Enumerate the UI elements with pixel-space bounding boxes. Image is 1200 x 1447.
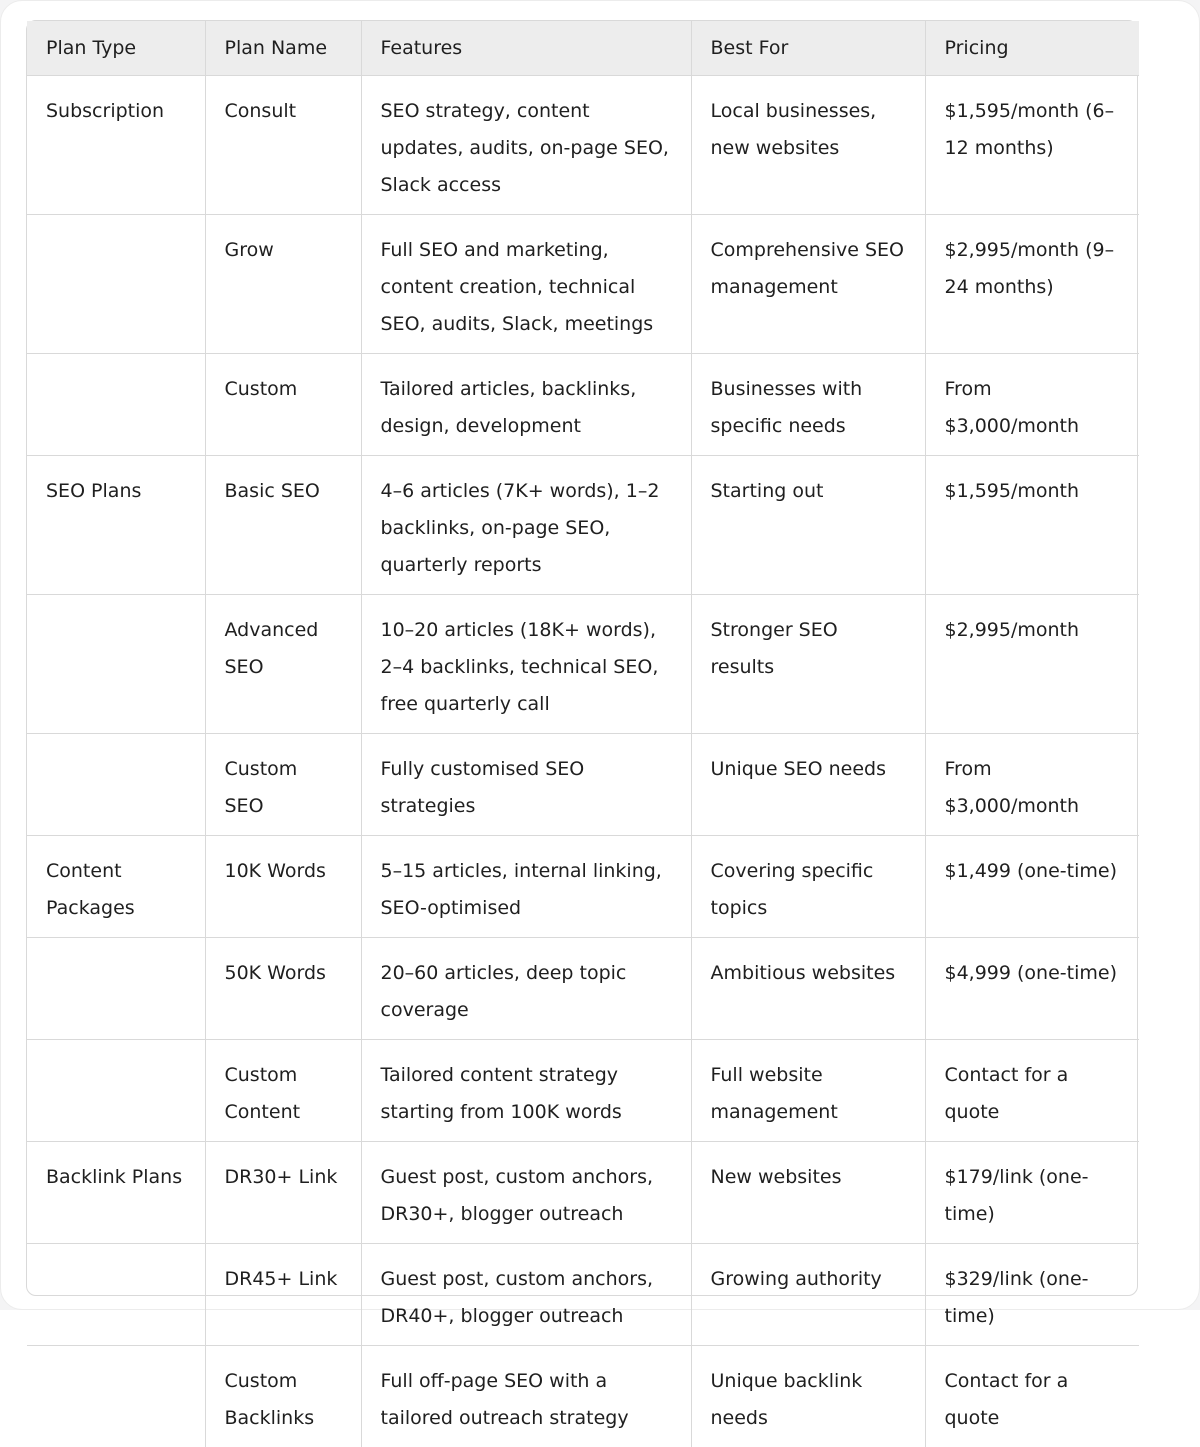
cell-plan-type (27, 354, 205, 456)
cell-plan-type: Subscription (27, 76, 205, 215)
cell-plan-name: 10K Words (205, 836, 361, 938)
cell-plan-type (27, 734, 205, 836)
table-header-row (27, 21, 1139, 76)
cell-pricing: $1,499 (one-time) (925, 836, 1139, 938)
cell-pricing: $2,995/month (925, 595, 1139, 734)
pricing-table-container (26, 20, 1138, 1296)
cell-plan-type (27, 1040, 205, 1142)
cell-plan-type (27, 1244, 205, 1346)
cell-features: 10–20 articles (18K+ words), 2–4 backlinks, technical SEO, free quarterly call (361, 595, 691, 734)
cell-features: 20–60 articles, deep topic coverage (361, 938, 691, 1040)
cell-features: Full off-page SEO with a tailored outreach strategy (361, 1346, 691, 1447)
table-row (27, 595, 1139, 734)
table-row (27, 76, 1139, 215)
cell-best-for: Stronger SEO results (691, 595, 925, 734)
cell-best-for: Starting out (691, 456, 925, 595)
cell-pricing: $1,595/month (925, 456, 1139, 595)
cell-pricing: From $3,000/month (925, 354, 1139, 456)
cell-plan-name: DR45+ Link (205, 1244, 361, 1346)
cell-pricing: $2,995/month (9–24 months) (925, 215, 1139, 354)
table-row (27, 1244, 1139, 1346)
cell-features: Full SEO and marketing, content creation, technical SEO, audits, Slack, meetings (361, 215, 691, 354)
cell-plan-name: Grow (205, 215, 361, 354)
cell-plan-name: Custom Backlinks (205, 1346, 361, 1447)
table-row (27, 734, 1139, 836)
cell-plan-type (27, 938, 205, 1040)
table-row (27, 938, 1139, 1040)
cell-best-for: Comprehensive SEO management (691, 215, 925, 354)
cell-pricing: $4,999 (one-time) (925, 938, 1139, 1040)
cell-features: Fully customised SEO strategies (361, 734, 691, 836)
cell-plan-type (27, 595, 205, 734)
cell-plan-name: Custom SEO (205, 734, 361, 836)
cell-plan-name: 50K Words (205, 938, 361, 1040)
cell-features: Tailored articles, backlinks, design, development (361, 354, 691, 456)
cell-plan-name: Custom (205, 354, 361, 456)
cell-pricing: $179/link (one-time) (925, 1142, 1139, 1244)
table-row (27, 456, 1139, 595)
cell-plan-name: Advanced SEO (205, 595, 361, 734)
header-plan-type: Plan Type (27, 21, 205, 76)
cell-plan-name: DR30+ Link (205, 1142, 361, 1244)
cell-best-for: Local businesses, new websites (691, 76, 925, 215)
table-row (27, 1142, 1139, 1244)
table-row (27, 1346, 1139, 1447)
cell-features: Tailored content strategy starting from 100K words (361, 1040, 691, 1142)
cell-best-for: Full website management (691, 1040, 925, 1142)
cell-plan-name: Custom Content (205, 1040, 361, 1142)
header-best-for: Best For (691, 21, 925, 76)
table-row (27, 1040, 1139, 1142)
cell-pricing: $329/link (one-time) (925, 1244, 1139, 1346)
cell-pricing: Contact for a quote (925, 1040, 1139, 1142)
cell-pricing: $1,595/month (6–12 months) (925, 76, 1139, 215)
cell-pricing: Contact for a quote (925, 1346, 1139, 1447)
table-row (27, 215, 1139, 354)
cell-best-for: Unique backlink needs (691, 1346, 925, 1447)
cell-plan-type: Backlink Plans (27, 1142, 205, 1244)
cell-best-for: Growing authority (691, 1244, 925, 1346)
cell-plan-type: Content Packages (27, 836, 205, 938)
cell-best-for: Unique SEO needs (691, 734, 925, 836)
cell-best-for: New websites (691, 1142, 925, 1244)
cell-best-for: Businesses with specific needs (691, 354, 925, 456)
table-row (27, 354, 1139, 456)
cell-plan-type: SEO Plans (27, 456, 205, 595)
header-plan-name: Plan Name (205, 21, 361, 76)
cell-features: 4–6 articles (7K+ words), 1–2 backlinks, on-page SEO, quarterly reports (361, 456, 691, 595)
cell-best-for: Ambitious websites (691, 938, 925, 1040)
header-pricing: Pricing (925, 21, 1139, 76)
cell-features: Guest post, custom anchors, DR40+, blogger outreach (361, 1244, 691, 1346)
cell-features: Guest post, custom anchors, DR30+, blogger outreach (361, 1142, 691, 1244)
cell-plan-name: Basic SEO (205, 456, 361, 595)
cell-plan-type (27, 1346, 205, 1447)
cell-best-for: Covering specific topics (691, 836, 925, 938)
cell-features: 5–15 articles, internal linking, SEO-optimised (361, 836, 691, 938)
cell-plan-name: Consult (205, 76, 361, 215)
pricing-table (27, 21, 1139, 1447)
header-features: Features (361, 21, 691, 76)
cell-features: SEO strategy, content updates, audits, on-page SEO, Slack access (361, 76, 691, 215)
table-row (27, 836, 1139, 938)
cell-plan-type (27, 215, 205, 354)
cell-pricing: From $3,000/month (925, 734, 1139, 836)
